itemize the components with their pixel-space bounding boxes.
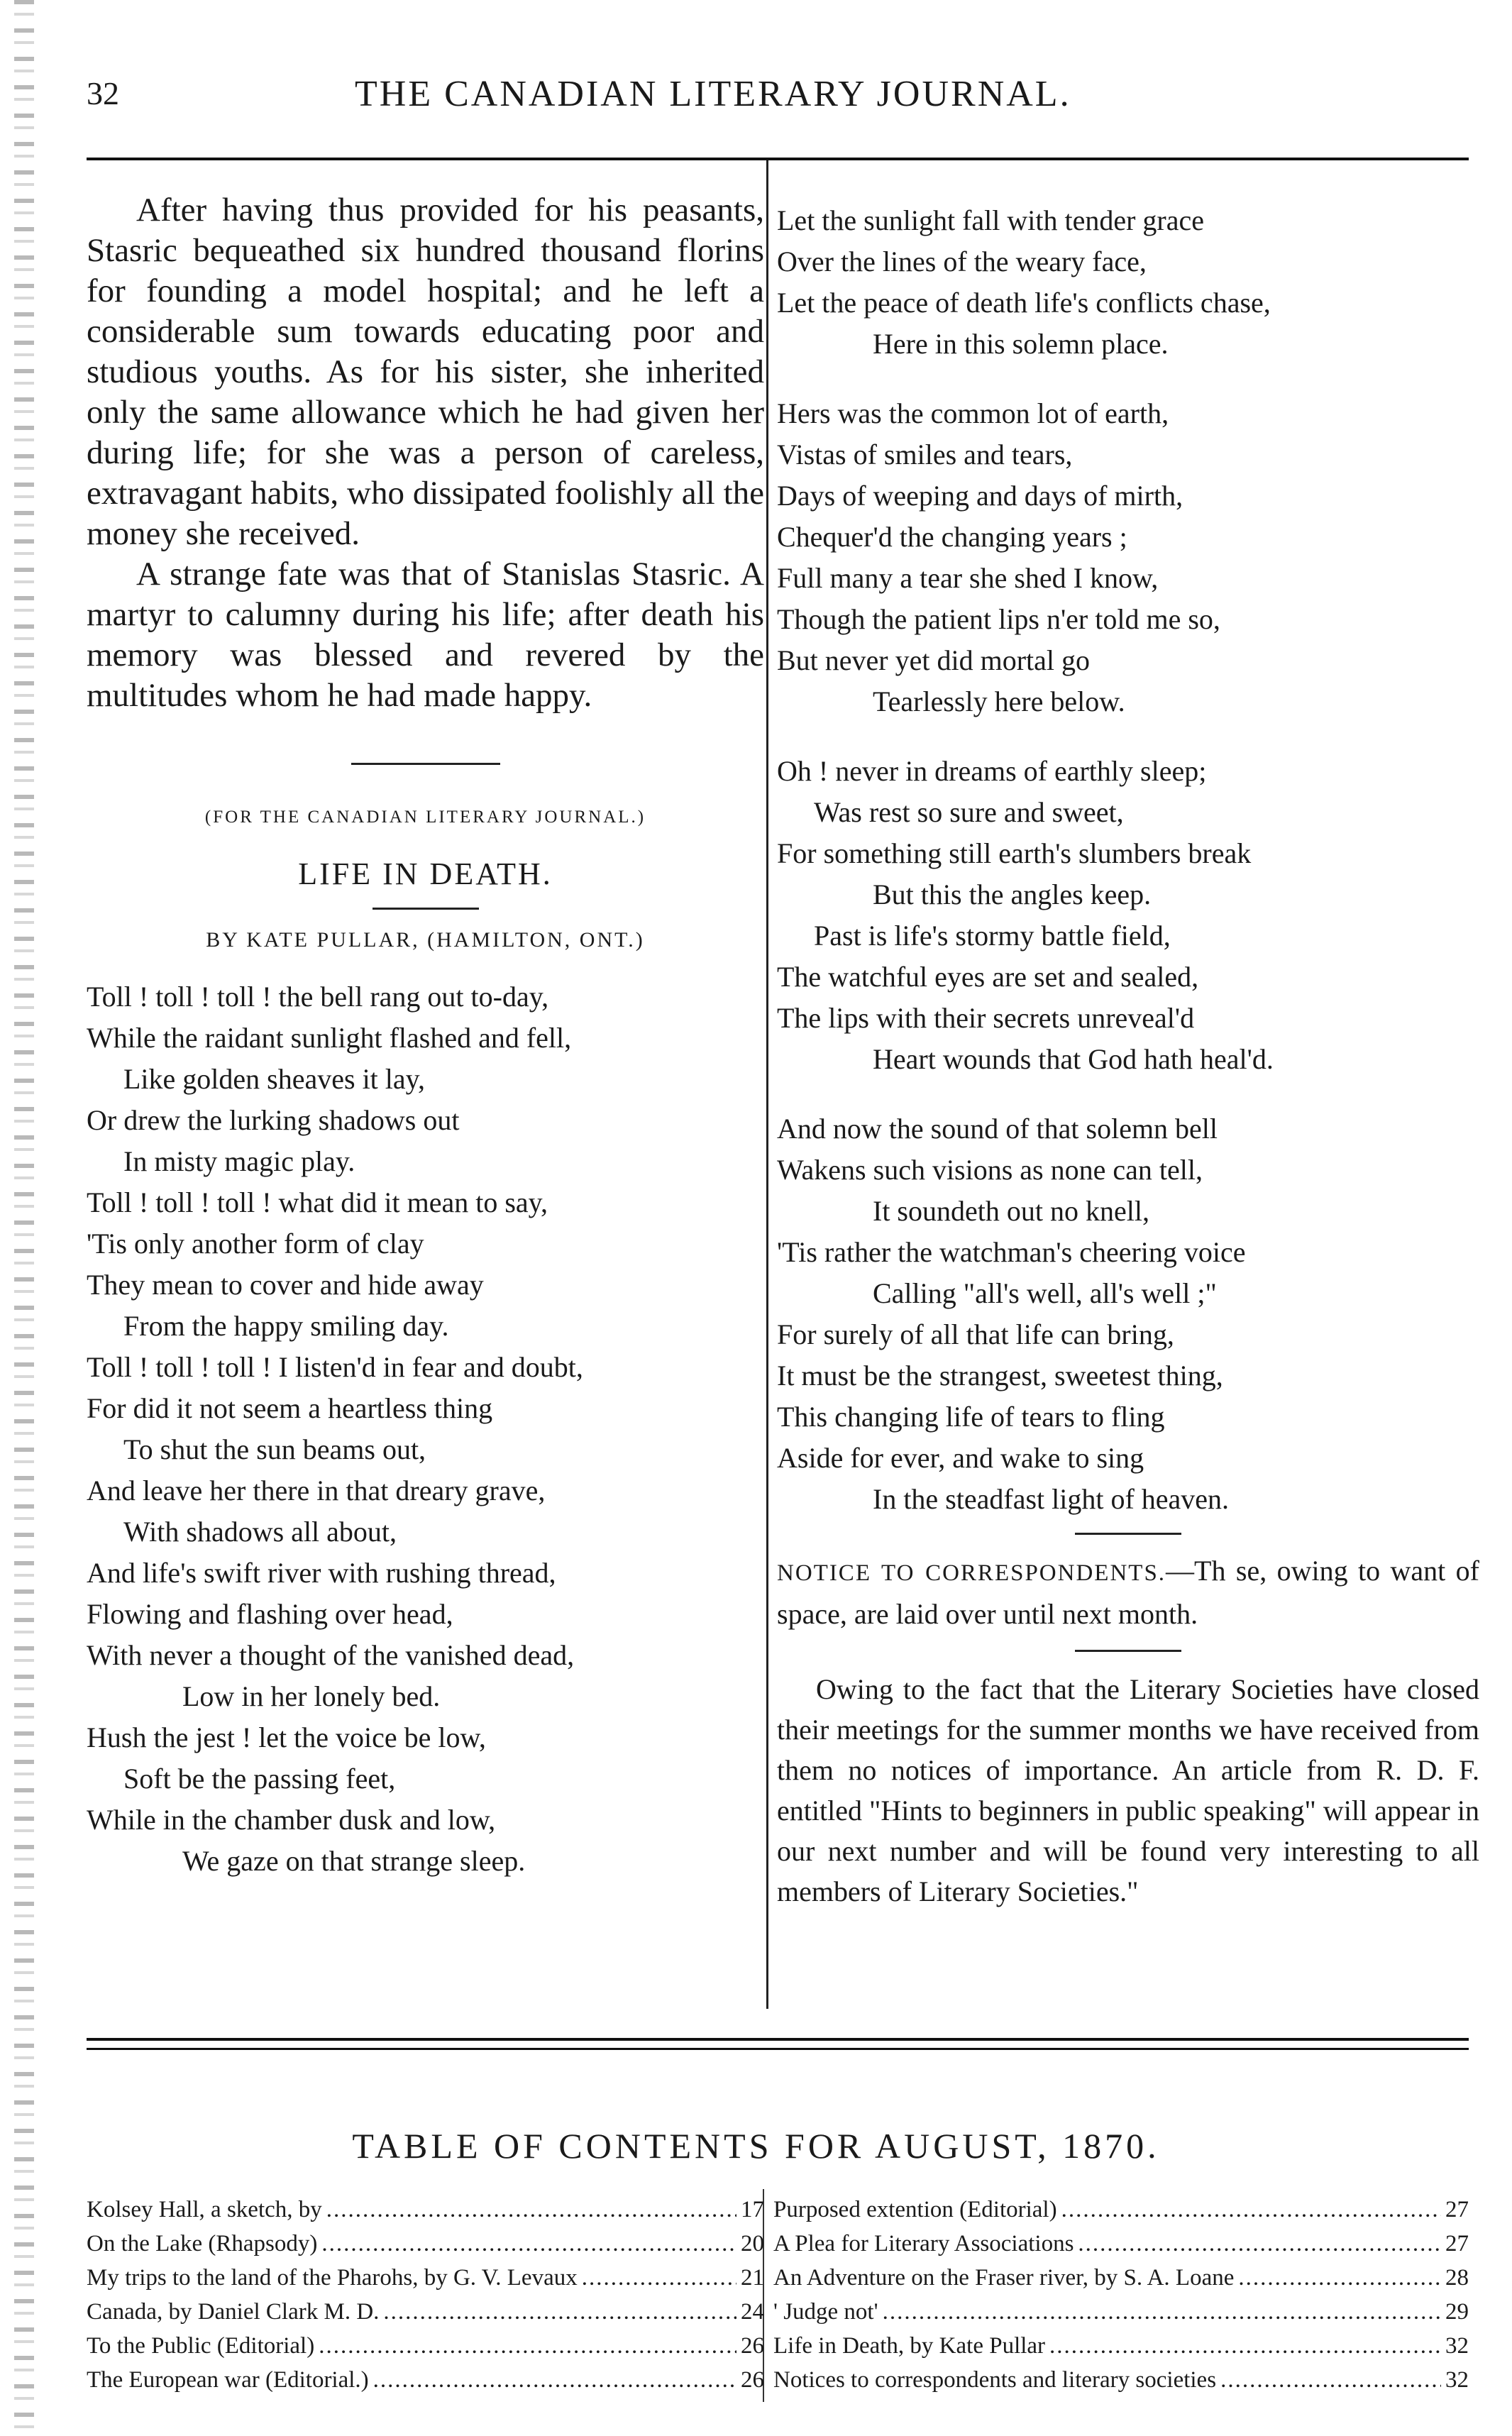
poem-line: Oh ! never in dreams of earthly sleep; [777, 755, 1207, 787]
poem-line: Days of weeping and days of mirth, [777, 480, 1183, 512]
toc-leader-dots [1220, 2363, 1441, 2397]
toc-entry-page: 29 [1445, 2299, 1469, 2325]
toc-entry-page: 32 [1445, 2333, 1469, 2359]
toc-entry [87, 2295, 764, 2329]
poem-stanza [777, 200, 1479, 365]
poem-line: Here in this solemn place. [873, 328, 1169, 360]
poem-stanza [87, 1347, 764, 1717]
title-rule [373, 908, 479, 910]
poem-line: With shadows all about, [123, 1516, 397, 1548]
poem-line: While in the chamber dusk and low, [87, 1804, 496, 1836]
poem-line: Toll ! toll ! toll ! the bell rang out to-day, [87, 981, 549, 1013]
notice-text: —Th se, owing to want of space, are laid over until next month. [777, 1555, 1479, 1630]
poem-line: Hers was the common lot of earth, [777, 397, 1169, 429]
poem-stanzas-right [777, 200, 1479, 1520]
poem-line: And leave her there in that dreary grave, [87, 1475, 546, 1506]
toc-entry [87, 2261, 764, 2295]
toc-entry-page: 27 [1445, 2231, 1469, 2256]
poem-line: Vistas of smiles and tears, [777, 439, 1073, 470]
toc-entry-title: Canada, by Daniel Clark M. D. [87, 2299, 380, 2325]
poem-line: Hush the jest ! let the voice be low, [87, 1721, 486, 1753]
toc-entry [773, 2295, 1469, 2329]
toc-entry [773, 2193, 1469, 2227]
poem-line: In misty magic play. [123, 1145, 355, 1177]
poem-line: Toll ! toll ! toll ! I listen'd in fear and doubt, [87, 1351, 583, 1383]
poem-line: While the raidant sunlight flashed and fell, [87, 1022, 572, 1054]
toc-leader-dots [373, 2363, 736, 2397]
toc-entry [87, 2193, 764, 2227]
toc-left-column [87, 2193, 764, 2397]
poem-line: For did it not seem a heartless thing [87, 1392, 493, 1424]
article-paragraph: After having thus provided for his peasants, Stasric bequeathed six hundred thousand florins for founding a model hospital; and he left a considerable sum towards educating poor and studious youths. As for his sister, she inherited only the same allowance which he had given her during life; for she was a person of careless, extravagant habits, who dissipated foolishly all the money she received. [87, 192, 764, 552]
poem-line: It soundeth out no knell, [873, 1195, 1149, 1227]
page-number: 32 [87, 75, 119, 111]
notice-heading: NOTICE TO CORRESPONDENTS. [777, 1560, 1166, 1586]
poem-line: For surely of all that life can bring, [777, 1318, 1174, 1350]
notice-to-correspondents [777, 1550, 1479, 1634]
toc-entry-page: 27 [1445, 2197, 1469, 2222]
poem-line: Flowing and flashing over head, [87, 1598, 453, 1630]
poem-line: Chequer'd the changing years ; [777, 521, 1127, 553]
toc-leader-dots [582, 2261, 736, 2295]
poem-line: The watchful eyes are set and sealed, [777, 961, 1199, 993]
toc-entry [773, 2227, 1469, 2261]
section-rule [1075, 1533, 1181, 1535]
poem-line: But never yet did mortal go [777, 644, 1091, 676]
toc-entry [87, 2227, 764, 2261]
header-rule [87, 158, 1469, 160]
poem-line: Was rest so sure and sweet, [814, 796, 1124, 828]
poem-line: But this the angles keep. [873, 878, 1152, 910]
poem-line: With never a thought of the vanished dead, [87, 1639, 575, 1671]
poem-line: This changing life of tears to fling [777, 1401, 1165, 1433]
poem-line: Heart wounds that God hath heal'd. [873, 1043, 1274, 1075]
article-paragraph: A strange fate was that of Stanislas Stasric. A martyr to calumny during his life; after death his memory was blessed and revered by the multitudes whom he had made happy. [87, 556, 764, 714]
column-divider [766, 160, 768, 2009]
toc-entry-title: Notices to correspondents and literary societies [773, 2367, 1217, 2393]
toc-entry-title: A Plea for Literary Associations [773, 2231, 1074, 2256]
toc-leader-dots [383, 2295, 736, 2329]
toc-entry [773, 2261, 1469, 2295]
toc-leader-dots [1061, 2193, 1441, 2227]
poem-line: Like golden sheaves it lay, [123, 1063, 426, 1095]
poem-line: Low in her lonely bed. [182, 1680, 441, 1712]
toc-entry-title: The European war (Editorial.) [87, 2367, 369, 2393]
poem-stanza [777, 751, 1479, 1080]
poem-stanza [777, 393, 1479, 722]
poem-line: 'Tis rather the watchman's cheering voice [777, 1236, 1246, 1268]
footer-rule-top [87, 2038, 1469, 2041]
poem-line: They mean to cover and hide away [87, 1269, 484, 1301]
poem-line: 'Tis only another form of clay [87, 1228, 424, 1260]
toc-entry-title: Kolsey Hall, a sketch, by [87, 2197, 322, 2222]
toc-entry-title: Life in Death, by Kate Pullar [773, 2333, 1046, 2359]
poem-title: LIFE IN DEATH. [298, 856, 553, 891]
left-column [87, 190, 764, 1882]
poem-line: We gaze on that strange sleep. [182, 1845, 526, 1877]
toc-entry-title: To the Public (Editorial) [87, 2333, 315, 2359]
right-column [777, 200, 1479, 1912]
toc-entry-page: 17 [741, 2197, 764, 2222]
section-rule [351, 763, 500, 765]
toc-leader-dots [321, 2227, 736, 2261]
poem-byline: BY KATE PULLAR, (HAMILTON, ONT.) [206, 928, 645, 952]
article-ending [87, 190, 764, 716]
poem-line: Let the sunlight fall with tender grace [777, 204, 1205, 236]
toc-leader-dots [883, 2295, 1441, 2329]
toc-entry-title: Purposed extention (Editorial) [773, 2197, 1057, 2222]
poem-line: In the steadfast light of heaven. [873, 1483, 1230, 1515]
toc-leader-dots [326, 2193, 736, 2227]
poem-line: Wakens such visions as none can tell, [777, 1154, 1203, 1186]
poem-line: For something still earth's slumbers break [777, 837, 1252, 869]
toc-entry-page: 20 [741, 2231, 764, 2256]
toc-entry [87, 2329, 764, 2363]
toc-entry [773, 2363, 1469, 2397]
poem-line: Aside for ever, and wake to sing [777, 1442, 1144, 1474]
toc-leader-dots [1238, 2261, 1441, 2295]
poem-line: Toll ! toll ! toll ! what did it mean to say, [87, 1186, 548, 1218]
toc-heading: TABLE OF CONTENTS FOR AUGUST, 1870. [352, 2126, 1160, 2166]
toc-leader-dots [1078, 2227, 1441, 2261]
poem-line: Let the peace of death life's conflicts chase, [777, 287, 1271, 319]
toc-entry-page: 24 [741, 2299, 764, 2325]
poem-stanzas-left [87, 976, 764, 1882]
poem-line: Past is life's stormy battle field, [814, 920, 1171, 952]
poem-source-line: (FOR THE CANADIAN LITERARY JOURNAL.) [204, 808, 646, 827]
toc-entry-page: 26 [741, 2367, 764, 2393]
toc-entry [87, 2363, 764, 2397]
poem-line: Soft be the passing feet, [123, 1763, 396, 1795]
poem-line: And now the sound of that solemn bell [777, 1113, 1218, 1145]
poem-line: Tearlessly here below. [873, 685, 1125, 717]
section-rule [1075, 1650, 1181, 1652]
poem-line: The lips with their secrets unreveal'd [777, 1002, 1195, 1034]
poem-stanza [777, 1108, 1479, 1520]
closing-paragraph: Owing to the fact that the Literary Societies have closed their meetings for the summer months we have received from them no notices of importance. An article from R. D. F. entitled "Hints to beginners in public speaking" will appear in our next number and will be found very interesting to all members of Literary Societies." [777, 1673, 1479, 1907]
poem-stanza [87, 1717, 764, 1882]
toc-entry-title: An Adventure on the Fraser river, by S. A. Loane [773, 2265, 1235, 2291]
toc-leader-dots [1049, 2329, 1441, 2363]
toc-entry-title: My trips to the land of the Pharohs, by G. V. Levaux [87, 2265, 578, 2291]
toc-entry-title: ' Judge not' [773, 2299, 878, 2325]
poem-line: And life's swift river with rushing thread, [87, 1557, 556, 1589]
poem-line: Over the lines of the weary face, [777, 246, 1147, 277]
poem-line: Calling "all's well, all's well ;" [873, 1277, 1217, 1309]
footer-rule-bottom [87, 2048, 1469, 2050]
poem-line: From the happy smiling day. [123, 1310, 449, 1342]
toc-entry-page: 26 [741, 2333, 764, 2359]
toc-entry-page: 21 [741, 2265, 764, 2291]
poem-line: Or drew the lurking shadows out [87, 1104, 460, 1136]
binding-edge-shadow [14, 0, 34, 2436]
toc-entry [773, 2329, 1469, 2363]
toc-entry-page: 28 [1445, 2265, 1469, 2291]
toc-entry-page: 32 [1445, 2367, 1469, 2393]
poem-line: Though the patient lips n'er told me so, [777, 603, 1220, 635]
poem-line: Full many a tear she shed I know, [777, 562, 1159, 594]
toc-entry-title: On the Lake (Rhapsody) [87, 2231, 318, 2256]
toc-leader-dots [319, 2329, 736, 2363]
toc-right-column [773, 2193, 1469, 2397]
journal-title: THE CANADIAN LITERARY JOURNAL. [355, 74, 1071, 114]
poem-stanza [87, 976, 764, 1347]
poem-line: It must be the strangest, sweetest thing, [777, 1360, 1223, 1391]
poem-line: To shut the sun beams out, [123, 1433, 426, 1465]
